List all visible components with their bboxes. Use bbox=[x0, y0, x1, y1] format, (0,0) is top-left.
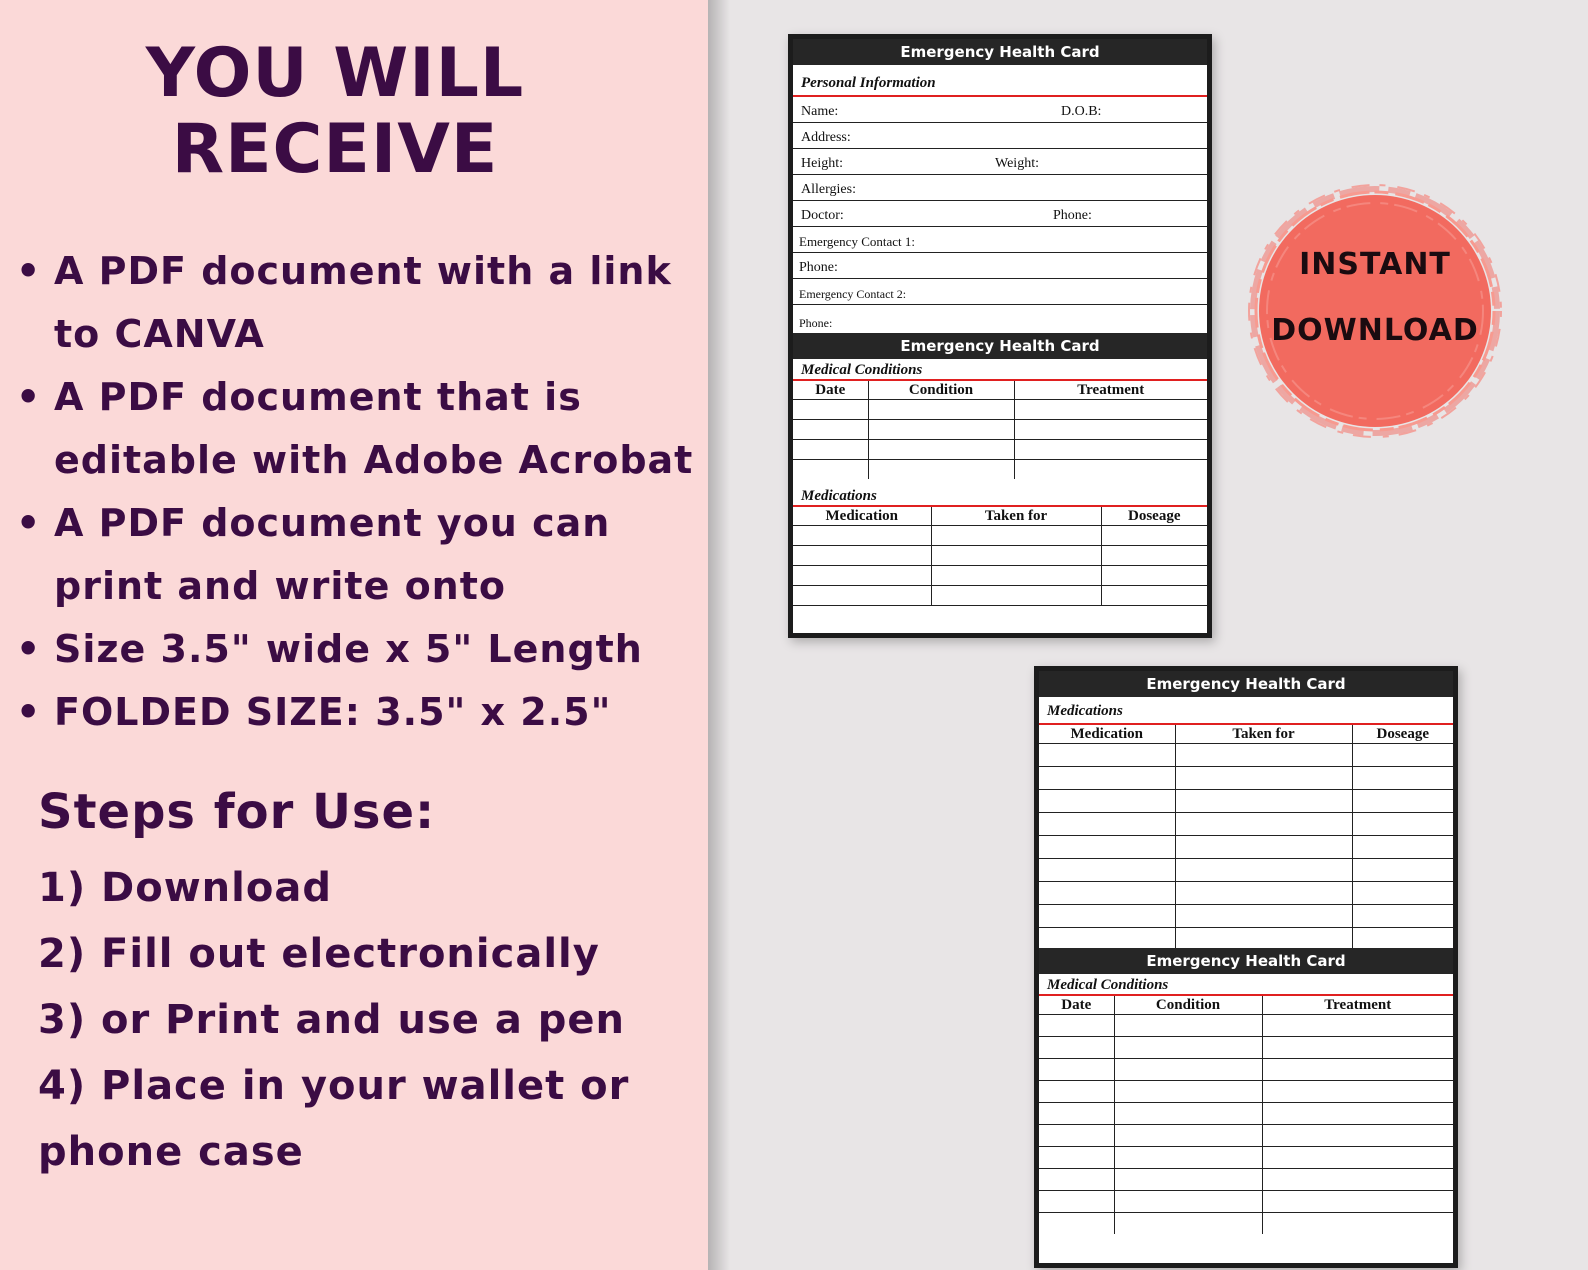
section-label-personal: Personal Information bbox=[793, 65, 1207, 97]
features-list bbox=[16, 240, 706, 744]
section-label-conditions: Medical Conditions bbox=[793, 359, 1207, 381]
column-header-medication: Medication bbox=[793, 507, 931, 526]
table-row[interactable] bbox=[793, 546, 1207, 566]
table-row[interactable] bbox=[1039, 1191, 1453, 1213]
field-label: Doctor: bbox=[801, 208, 844, 223]
medications-table bbox=[1039, 725, 1453, 948]
card-header: Emergency Health Card bbox=[1039, 948, 1453, 974]
table-row[interactable] bbox=[1039, 859, 1453, 882]
card-header: Emergency Health Card bbox=[1039, 671, 1453, 697]
table-row[interactable] bbox=[793, 400, 1207, 420]
step-item: 4) Place in your wallet or phone case bbox=[38, 1063, 630, 1175]
field-label: D.O.B: bbox=[1061, 104, 1102, 119]
table-row[interactable] bbox=[1039, 790, 1453, 813]
step-item: 3) or Print and use a pen bbox=[38, 997, 625, 1043]
field-label: Emergency Contact 2: bbox=[799, 287, 907, 301]
table-row[interactable] bbox=[1039, 1125, 1453, 1147]
table-row[interactable] bbox=[793, 460, 1207, 480]
field-address-row[interactable] bbox=[793, 123, 1207, 149]
field-contact1-phone-row[interactable] bbox=[793, 253, 1207, 279]
step-item: 1) Download bbox=[38, 865, 332, 911]
steps-title: Steps for Use: bbox=[38, 784, 436, 840]
section-label-medications: Medications bbox=[1039, 697, 1453, 725]
step-item: 2) Fill out electronically bbox=[38, 931, 600, 977]
column-header-condition: Condition bbox=[868, 381, 1014, 400]
column-header-taken-for: Taken for bbox=[1175, 725, 1352, 744]
card-header: Emergency Health Card bbox=[793, 333, 1207, 359]
field-contact2-phone-row[interactable] bbox=[793, 305, 1207, 333]
table-row[interactable] bbox=[1039, 928, 1453, 949]
field-height-weight-row[interactable] bbox=[793, 149, 1207, 175]
promo-panel bbox=[0, 0, 708, 1270]
field-label: Height: bbox=[801, 156, 843, 171]
table-row[interactable] bbox=[793, 526, 1207, 546]
badge-line-2: DOWNLOAD bbox=[1271, 313, 1479, 348]
column-header-taken-for: Taken for bbox=[931, 507, 1101, 526]
feature-item: • Size 3.5" wide x 5" Length bbox=[16, 618, 706, 681]
table-row[interactable] bbox=[1039, 767, 1453, 790]
field-label: Address: bbox=[801, 130, 851, 145]
table-row[interactable] bbox=[793, 566, 1207, 586]
conditions-table bbox=[793, 381, 1207, 479]
headline-line-1: YOU WILL bbox=[145, 34, 525, 113]
field-doctor-row[interactable] bbox=[793, 201, 1207, 227]
medications-table bbox=[793, 507, 1207, 606]
table-row[interactable] bbox=[1039, 1037, 1453, 1059]
column-header-medication: Medication bbox=[1039, 725, 1175, 744]
feature-item: • A PDF document you can print and write onto bbox=[16, 492, 706, 618]
headline-line-2: RECEIVE bbox=[171, 110, 499, 189]
column-header-condition: Condition bbox=[1114, 996, 1262, 1015]
health-card-front bbox=[788, 34, 1212, 638]
table-row[interactable] bbox=[793, 420, 1207, 440]
conditions-table bbox=[1039, 996, 1453, 1234]
field-contact2-row[interactable] bbox=[793, 279, 1207, 305]
field-label: Phone: bbox=[799, 260, 838, 275]
table-row[interactable] bbox=[1039, 1147, 1453, 1169]
table-row[interactable] bbox=[793, 440, 1207, 460]
table-row[interactable] bbox=[1039, 813, 1453, 836]
column-header-treatment: Treatment bbox=[1014, 381, 1207, 400]
field-name-row[interactable] bbox=[793, 97, 1207, 123]
table-row[interactable] bbox=[1039, 1103, 1453, 1125]
feature-item: • FOLDED SIZE: 3.5" x 2.5" bbox=[16, 681, 706, 744]
field-label: Weight: bbox=[995, 156, 1039, 171]
instant-download-badge bbox=[1244, 180, 1506, 442]
field-label: Phone: bbox=[1053, 208, 1092, 223]
table-row[interactable] bbox=[1039, 1059, 1453, 1081]
column-header-treatment: Treatment bbox=[1262, 996, 1453, 1015]
field-contact1-row[interactable] bbox=[793, 227, 1207, 253]
table-row[interactable] bbox=[1039, 744, 1453, 767]
column-header-date: Date bbox=[1039, 996, 1114, 1015]
badge-line-1: INSTANT bbox=[1299, 247, 1451, 282]
table-row[interactable] bbox=[1039, 1081, 1453, 1103]
headline bbox=[0, 36, 670, 188]
card-header: Emergency Health Card bbox=[793, 39, 1207, 65]
section-label-conditions: Medical Conditions bbox=[1039, 974, 1453, 996]
feature-item: • A PDF document that is editable with Adobe Acrobat bbox=[16, 366, 706, 492]
table-row[interactable] bbox=[1039, 882, 1453, 905]
section-label-medications: Medications bbox=[793, 479, 1207, 507]
table-row[interactable] bbox=[1039, 1015, 1453, 1037]
table-row[interactable] bbox=[1039, 1213, 1453, 1235]
field-label: Name: bbox=[801, 104, 839, 119]
table-row[interactable] bbox=[1039, 905, 1453, 928]
health-card-back bbox=[1034, 666, 1458, 1268]
field-label: Phone: bbox=[799, 316, 833, 330]
field-allergies-row[interactable] bbox=[793, 175, 1207, 201]
column-header-dosage: Doseage bbox=[1352, 725, 1453, 744]
column-header-dosage: Doseage bbox=[1101, 507, 1207, 526]
table-row[interactable] bbox=[793, 586, 1207, 606]
feature-item: • A PDF document with a link to CANVA bbox=[16, 240, 706, 366]
badge-text bbox=[1244, 232, 1506, 364]
field-label: Allergies: bbox=[801, 182, 856, 197]
field-label: Emergency Contact 1: bbox=[799, 234, 916, 249]
column-header-date: Date bbox=[793, 381, 868, 400]
table-row[interactable] bbox=[1039, 1169, 1453, 1191]
steps-list bbox=[38, 855, 678, 1185]
table-row[interactable] bbox=[1039, 836, 1453, 859]
